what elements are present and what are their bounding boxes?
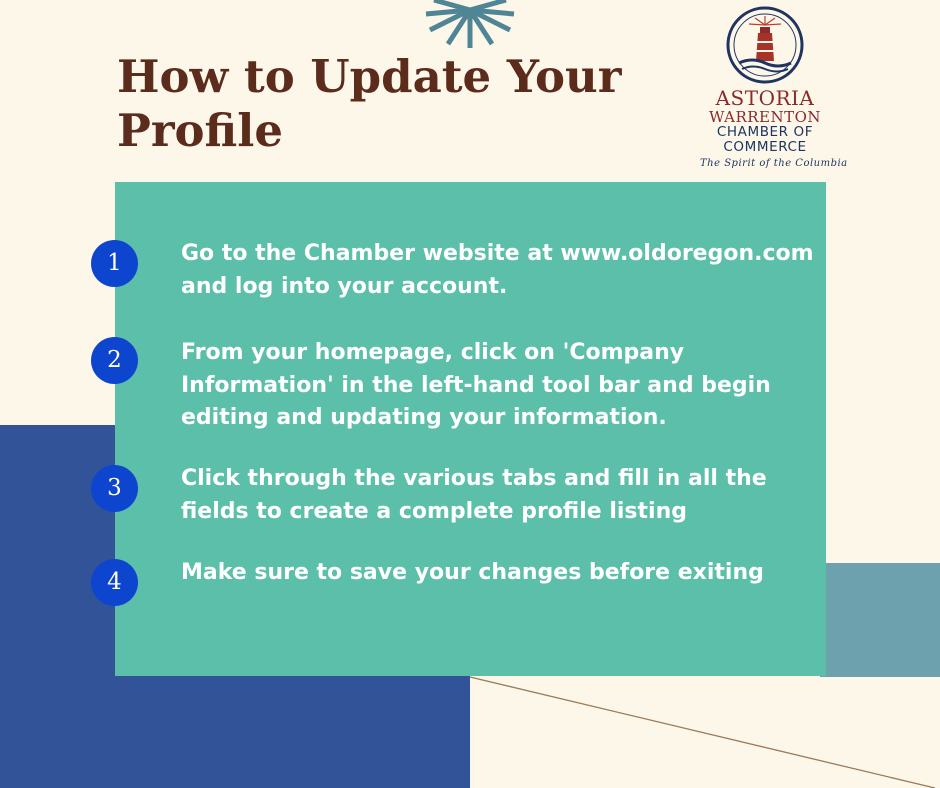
lighthouse-icon xyxy=(725,5,805,85)
step-3-text: Click through the various tabs and fill in all the fields to create a complete profile listing xyxy=(181,466,767,524)
sunburst-icon xyxy=(420,0,520,48)
step-1-badge: 1 xyxy=(91,240,138,287)
logo-line-commerce: COMMERCE xyxy=(723,139,807,155)
step-4-badge: 4 xyxy=(91,559,138,606)
step-4-text: Make sure to save your changes before exiting xyxy=(181,560,764,585)
step-3-badge: 3 xyxy=(91,465,138,512)
logo-line-chamber: CHAMBER OF xyxy=(716,124,814,140)
step-1-text: Go to the Chamber website at www.oldoregon.com and log into your account. xyxy=(181,241,814,299)
logo-line-astoria: ASTORIA xyxy=(715,86,815,110)
logo-line-warrenton: WARRENTON xyxy=(708,108,822,126)
chamber-logo xyxy=(700,5,848,180)
step-2-badge: 2 xyxy=(91,337,138,384)
step-2-text: From your homepage, click on 'Company Information' in the left-hand tool bar and begin editing and updating your information. xyxy=(181,340,771,430)
logo-tagline: The Spirit of the Columbia xyxy=(700,158,848,169)
page-title: How to Update Your Profile xyxy=(117,50,622,157)
